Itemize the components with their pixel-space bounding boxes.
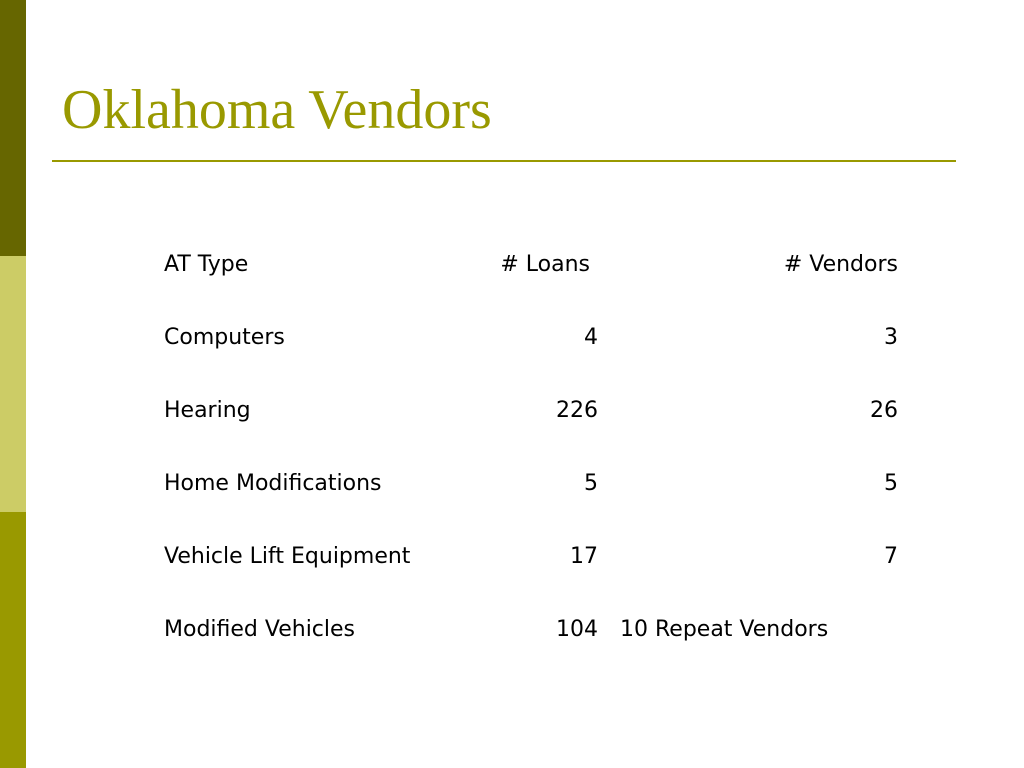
- row-vendors: 10 Repeat Vendors: [620, 617, 829, 642]
- header-vendors: # Vendors: [783, 252, 898, 277]
- sidebar-accent-top: [0, 0, 26, 256]
- table-row: [164, 471, 898, 544]
- sidebar-accent-bottom: [0, 512, 26, 768]
- vendor-table: [164, 252, 898, 690]
- row-loans: 17: [570, 544, 598, 569]
- sidebar-accent-middle: [0, 256, 26, 512]
- row-loans: 4: [584, 325, 598, 350]
- row-at-type: Hearing: [164, 398, 251, 423]
- row-at-type: Vehicle Lift Equipment: [164, 544, 411, 569]
- row-vendors: 26: [870, 398, 898, 423]
- table-header-row: [164, 252, 898, 325]
- row-loans: 5: [584, 471, 598, 496]
- header-at-type: AT Type: [164, 252, 249, 277]
- row-loans: 104: [556, 617, 598, 642]
- row-vendors: 5: [884, 471, 898, 496]
- table-row: [164, 398, 898, 471]
- header-loans: # Loans: [500, 252, 590, 277]
- row-at-type: Home Modifications: [164, 471, 382, 496]
- row-vendors: 3: [884, 325, 898, 350]
- row-at-type: Modified Vehicles: [164, 617, 356, 642]
- title-divider: [52, 160, 956, 162]
- table-row: [164, 544, 898, 617]
- row-vendors: 7: [884, 544, 898, 569]
- row-at-type: Computers: [164, 325, 285, 350]
- page-title: Oklahoma Vendors: [62, 79, 492, 141]
- table-row: [164, 325, 898, 398]
- table-row: [164, 617, 898, 690]
- row-loans: 226: [556, 398, 598, 423]
